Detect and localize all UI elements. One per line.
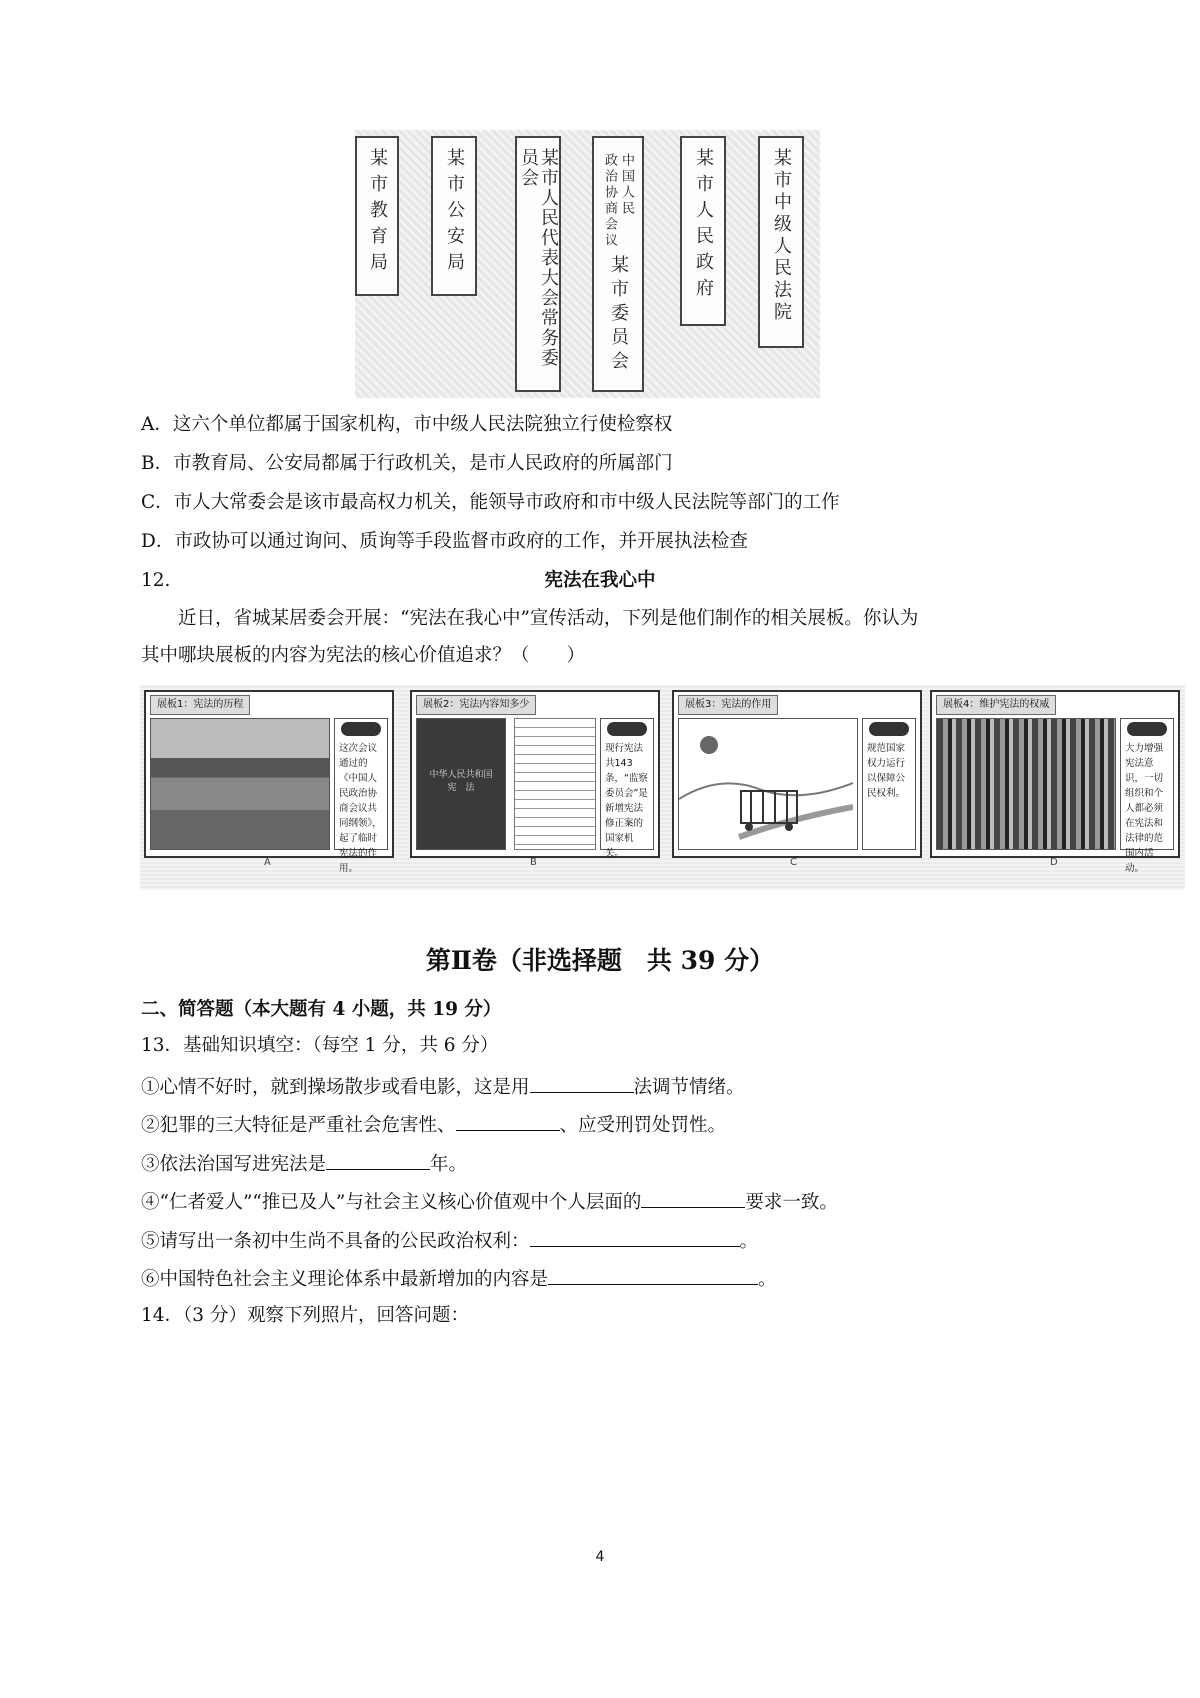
- constitution-book-cover: [416, 718, 506, 850]
- board-note-text: 规范国家权力运行以保障公民权利。: [867, 743, 906, 799]
- board-label: B: [530, 857, 537, 868]
- item-text: 年。: [430, 1154, 468, 1175]
- board-label: C: [790, 857, 797, 868]
- crowd-photo: [936, 718, 1116, 850]
- plaque-education-bureau: [355, 136, 399, 296]
- table-of-contents-page: [514, 718, 596, 850]
- board-note: [600, 718, 654, 859]
- plaque-small-text: 中国人民: [619, 153, 634, 217]
- item-text: ④“仁者爱人”“推已及人”与社会主义核心价值观中个人层面的: [141, 1192, 642, 1213]
- section-heading: 第Ⅱ卷（非选择题 共 39 分）: [425, 946, 775, 975]
- item-text: ①心情不好时，就到操场散步或看电影，这是用: [141, 1077, 530, 1098]
- exhibition-boards-figure: [140, 685, 1185, 890]
- sun-icon: [700, 736, 718, 754]
- board-note-text: 现行宪法共143条，“监察委员会”是新增宪法修正案的国家机关。: [605, 743, 648, 859]
- cage-drawing: [679, 719, 853, 849]
- fill-in-item-3: [141, 1149, 467, 1178]
- plaque-small-text: 政治协商会议: [602, 153, 617, 249]
- board-title: 展板2：宪法内容知多少: [416, 695, 536, 715]
- item-text: ②犯罪的三大特征是严重社会危害性、: [141, 1115, 456, 1136]
- item-text: ③依法治国写进宪法是: [141, 1154, 327, 1175]
- fill-in-item-1: [141, 1072, 745, 1101]
- question-number: 12.: [141, 570, 171, 591]
- plaque-npc-standing-committee: [515, 136, 561, 392]
- option-d: D．市政协可以通过询问、质询等手段监督市政府的工作，并开展执法检查: [141, 531, 748, 552]
- answer-blank[interactable]: [456, 1110, 560, 1131]
- note-tag: [607, 722, 647, 736]
- board-label: D: [1050, 857, 1058, 868]
- plaque-cppcc: [592, 136, 644, 392]
- page-number: 4: [595, 1549, 605, 1565]
- item-text: 。: [739, 1231, 759, 1252]
- question-title: 宪法在我心中: [544, 570, 656, 591]
- answer-blank[interactable]: [548, 1264, 758, 1285]
- fill-in-item-5: [141, 1226, 758, 1255]
- question-14-stem: 14．（3 分）观察下列照片，回答问题：: [141, 1305, 469, 1326]
- answer-blank[interactable]: [530, 1226, 740, 1247]
- plaque-text: 某市人民政府: [693, 148, 714, 304]
- board-note-text: 这次会议通过的《中国人民政治协商会议共同纲领》，起了临时宪法的作用。: [339, 743, 382, 874]
- item-text: 。: [758, 1269, 777, 1290]
- board-title: 展板1：宪法的历程: [150, 695, 250, 715]
- plaque-text: 某市中级人民法院: [771, 148, 792, 324]
- plaque-text: 某市教育局: [367, 148, 388, 278]
- government-plaques-figure: [355, 130, 820, 398]
- board-title: 展板4：维护宪法的权威: [936, 695, 1056, 715]
- board-c: [672, 690, 922, 858]
- fill-in-item-6: [141, 1264, 777, 1293]
- plaque-peoples-government: [680, 136, 726, 326]
- board-note-text: 大力增强宪法意识，一切组织和个人都必须在宪法和法律的范围内活动。: [1125, 743, 1164, 874]
- board-b: [410, 690, 660, 858]
- question-stem: 其中哪块展板的内容为宪法的核心价值追求？（ ）: [141, 645, 586, 666]
- item-text: 要求一致。: [745, 1192, 838, 1213]
- item-text: 法调节情绪。: [633, 1077, 745, 1098]
- answer-blank[interactable]: [530, 1072, 634, 1093]
- board-title: 展板3：宪法的作用: [678, 695, 778, 715]
- answer-blank[interactable]: [641, 1187, 745, 1208]
- answer-blank[interactable]: [326, 1149, 430, 1170]
- item-text: ⑤请写出一条初中生尚不具备的公民政治权利：: [141, 1231, 530, 1252]
- board-note: [862, 718, 916, 850]
- book-subtitle: 宪 法: [447, 783, 475, 793]
- board-note: [1120, 718, 1174, 874]
- plaque-text: 某市公安局: [444, 148, 465, 278]
- plaque-intermediate-court: [758, 136, 804, 348]
- question-stem: 13．基础知识填空：（每空 1 分，共 6 分）: [141, 1035, 499, 1056]
- question-stem: 近日，省城某居委会开展：“宪法在我心中”宣传活动，下列是他们制作的相关展板。你认为: [178, 608, 919, 629]
- option-c: C．市人大常委会是该市最高权力机关，能领导市政府和市中级人民法院等部门的工作: [141, 492, 840, 513]
- board-a: [144, 690, 394, 874]
- board-label: A: [264, 857, 271, 868]
- option-b: B．市教育局、公安局都属于行政机关，是市人民政府的所属部门: [141, 453, 673, 474]
- fill-in-item-2: [141, 1110, 726, 1139]
- book-title: 中华人民共和国: [429, 770, 493, 780]
- note-tag: [869, 722, 909, 736]
- note-tag: [1127, 722, 1167, 736]
- option-a: A．这六个单位都属于国家机构，市中级人民法院独立行使检察权: [141, 414, 673, 435]
- plaque-public-security-bureau: [431, 136, 477, 296]
- note-tag: [341, 722, 381, 736]
- historic-building-photo: [150, 718, 330, 850]
- plaque-text: 某市人民代表大会常务委员会: [518, 148, 559, 368]
- part-heading: 二、简答题（本大题有 4 小题，共 19 分）: [141, 999, 502, 1020]
- board-d: [930, 690, 1180, 874]
- fill-in-item-4: [141, 1187, 838, 1216]
- cage-illustration: [678, 718, 858, 850]
- board-note: [334, 718, 388, 874]
- plaque-text: 某市委员会: [608, 255, 629, 375]
- item-text: ⑥中国特色社会主义理论体系中最新增加的内容是: [141, 1269, 549, 1290]
- item-text: 、应受刑罚处罚性。: [559, 1115, 727, 1136]
